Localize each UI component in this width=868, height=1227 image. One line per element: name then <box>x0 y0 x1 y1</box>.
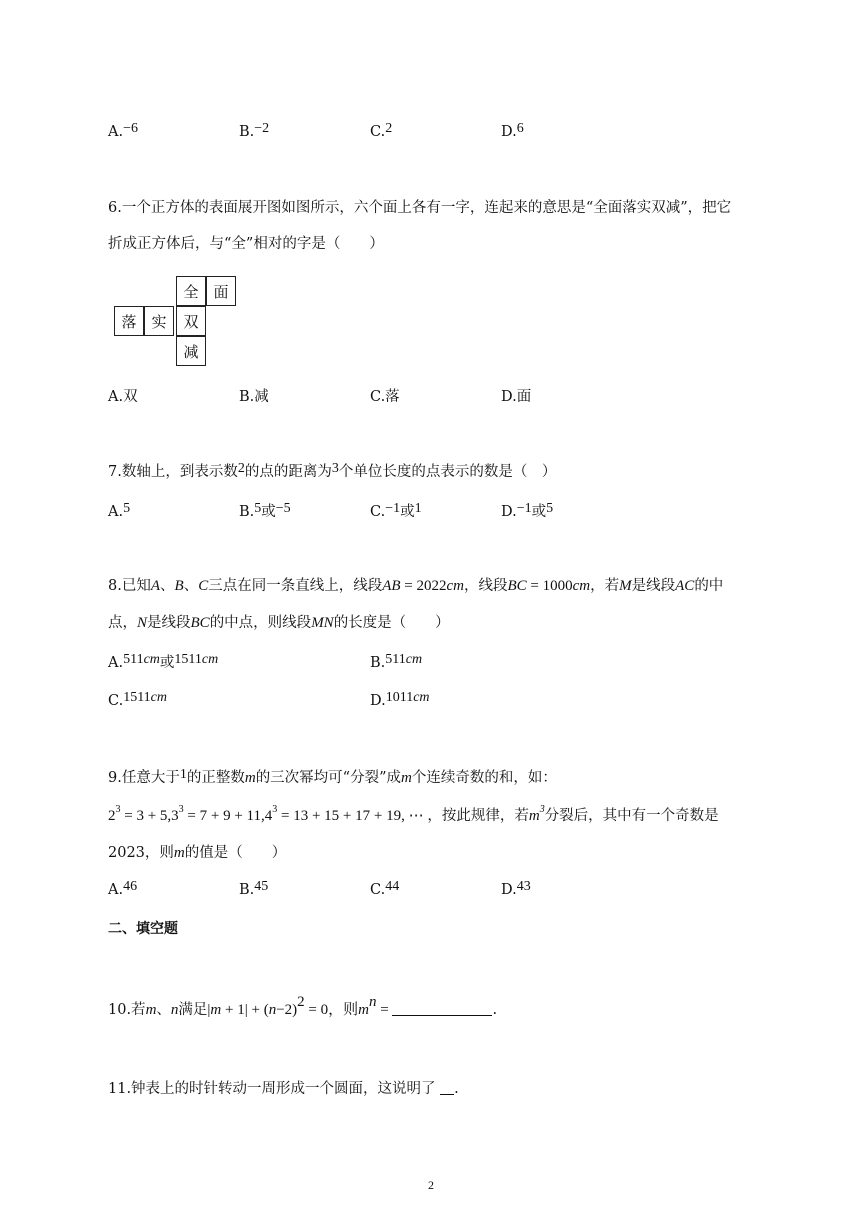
q9-stem-line3: 2023，则m的值是（ ） <box>108 845 287 861</box>
q9-stem-line2-formula: $2^3 = 3 + 5,3^3 = 7 + 9 + 11,4^3 = 13 + 15 + 17 + 19$, ⋯ ，按此规律，若$m^3$分裂后，其中有一个奇数是 <box>108 804 719 824</box>
q6-stem-line1: 6.一个正方体的表面展开图如图所示，六个面上各有一字，连起来的意思是“全面落实双减”，把它 <box>108 200 732 216</box>
q9-option-a: A.46 <box>108 879 138 898</box>
q6-option-d: D.面 <box>501 389 532 405</box>
q8-option-b: B.511cm <box>370 652 423 671</box>
net-cell-shuang: 双 <box>176 306 206 336</box>
q8-option-c: C.1511cm <box>108 690 167 709</box>
q9-stem-line1: 9.任意大于1的正整数m的三次幂均可“分裂”成m个连续奇数的和，如： <box>108 767 557 786</box>
q6-stem-line2: 折成正方体后，与“全”相对的字是（ ） <box>108 236 384 252</box>
q8-stem-line1: 8.已知A、B、C三点在同一条直线上，线段AB = 2022cm，线段BC = 1000cm，若M是线段AC的中 <box>108 578 724 594</box>
q5-option-d: D.6 <box>501 121 524 140</box>
q6-option-a: A.双 <box>108 389 138 405</box>
q9-option-c: C.44 <box>370 879 400 898</box>
q8-option-d: D.1011cm <box>370 690 430 709</box>
q11-stem: 11.钟表上的时针转动一周形成一个圆面，这说明了 . <box>108 1081 459 1097</box>
q8-option-a: A.511cm或1511cm <box>108 652 219 671</box>
net-cell-shi: 实 <box>144 306 174 336</box>
cube-net-figure <box>114 276 238 368</box>
q6-option-c: C.落 <box>370 389 400 405</box>
q7-option-c: C.−1或1 <box>370 501 422 520</box>
q7-option-d: D.−1或5 <box>501 501 554 520</box>
page-number: 2 <box>428 1178 434 1192</box>
q10-answer-blank[interactable] <box>392 1001 492 1016</box>
q5-option-c: C.2 <box>370 121 393 140</box>
q7-option-a: A.5 <box>108 501 131 520</box>
net-cell-jian: 减 <box>176 336 206 366</box>
net-cell-luo: 落 <box>114 306 144 336</box>
q5-option-b: B.−2 <box>239 121 270 140</box>
net-cell-mian: 面 <box>206 276 236 306</box>
q7-stem: 7.数轴上，到表示数2的点的距离为3个单位长度的点表示的数是（ ） <box>108 461 557 480</box>
q10-stem: 10.若m、n满足$|m + 1| + (n-2)^2 = 0$，则$m^n$ = . <box>108 994 498 1018</box>
q6-option-b: B.减 <box>239 389 269 405</box>
q9-option-d: D.43 <box>501 879 531 898</box>
q9-option-b: B.45 <box>239 879 269 898</box>
section-heading-fill-in: 二、填空题 <box>108 921 178 937</box>
q11-answer-blank[interactable] <box>440 1080 454 1095</box>
q5-option-a: A.−6 <box>108 121 138 140</box>
q8-stem-line2: 点，N是线段BC的中点，则线段MN的长度是（ ） <box>108 615 450 631</box>
q7-option-b: B.5或−5 <box>239 501 291 520</box>
net-cell-quan: 全 <box>176 276 206 306</box>
